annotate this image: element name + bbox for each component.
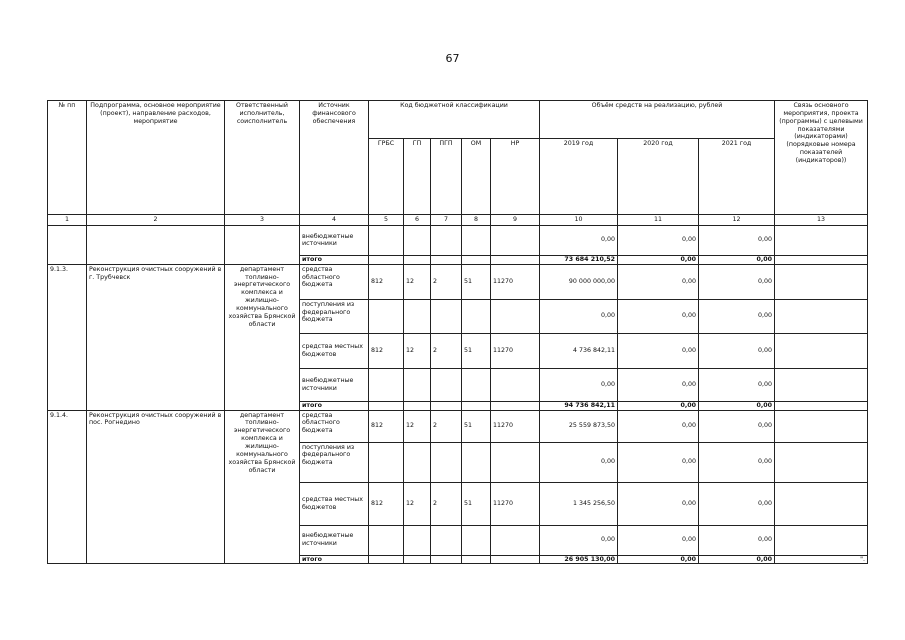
gp-cell [404, 368, 431, 401]
om-cell: 51 [462, 264, 491, 299]
nr-cell [491, 525, 540, 555]
value-2019: 0,00 [540, 225, 618, 255]
value-2020: 0,00 [618, 368, 699, 401]
cell-empty [404, 225, 431, 255]
cell-empty [775, 255, 868, 264]
total-label: итого [300, 255, 369, 264]
source-cell: средства областного бюджета [300, 410, 369, 442]
grbs-cell: 812 [369, 410, 404, 442]
col-number: 3 [225, 215, 300, 226]
nr-cell [491, 442, 540, 482]
table-row [48, 264, 868, 299]
value-2019: 0,00 [540, 442, 618, 482]
cell-empty [462, 225, 491, 255]
col-number: 6 [404, 215, 431, 226]
source-cell: внебюджетные источники [300, 225, 369, 255]
table-row [48, 410, 868, 442]
value-2020: 0,00 [618, 333, 699, 368]
item-number: 9.1.3. [48, 264, 87, 410]
gp-cell [404, 525, 431, 555]
col-number: 10 [540, 215, 618, 226]
col-number: 9 [491, 215, 540, 226]
cell-empty [462, 555, 491, 564]
source-cell: внебюджетные источники [300, 525, 369, 555]
cell-empty [87, 225, 225, 264]
header-nr: НР [491, 139, 540, 215]
col-number: 8 [462, 215, 491, 226]
value-2020: 0,00 [618, 299, 699, 333]
col-number: 4 [300, 215, 369, 226]
cell-empty [404, 255, 431, 264]
cell-empty [491, 401, 540, 410]
header-program: Подпрограмма, основное мероприятие (проект), направление расходов, мероприятие [87, 101, 225, 215]
item-number: 9.1.4. [48, 410, 87, 564]
pgp-cell: 2 [431, 410, 462, 442]
nr-cell [491, 299, 540, 333]
cell-empty [431, 255, 462, 264]
total-2020: 0,00 [618, 401, 699, 410]
cell-empty [775, 482, 868, 525]
cell-empty [775, 401, 868, 410]
col-number: 2 [87, 215, 225, 226]
col-number: 12 [699, 215, 775, 226]
item-responsible: департамент топливно-энергетического комплекса и жилищно-коммунального хозяйства Брянской области [225, 264, 300, 410]
value-2021: 0,00 [699, 264, 775, 299]
value-2019: 0,00 [540, 299, 618, 333]
cell-empty [775, 442, 868, 482]
table-row [48, 225, 868, 255]
cell-empty [775, 525, 868, 555]
header-gp: ГП [404, 139, 431, 215]
item-name: Реконструкция очистных сооружений в г. Трубчевск [87, 264, 225, 410]
cell-empty [431, 401, 462, 410]
value-2020: 0,00 [618, 525, 699, 555]
om-cell: 51 [462, 410, 491, 442]
header-source: Источник финансового обеспечения [300, 101, 369, 215]
pgp-cell [431, 299, 462, 333]
header-link: Связь основного мероприятия, проекта (программы) с целевыми показателями (индикаторами) (порядковые номера показателей (индикаторов)) [775, 101, 868, 215]
nr-cell: 11270 [491, 264, 540, 299]
cell-empty [775, 410, 868, 442]
header-2020: 2020 год [618, 139, 699, 215]
source-cell: средства областного бюджета [300, 264, 369, 299]
header-2019: 2019 год [540, 139, 618, 215]
header-grbs: ГРБС [369, 139, 404, 215]
cell-empty [369, 255, 404, 264]
cell-empty [369, 225, 404, 255]
page-number: 67 [445, 52, 460, 65]
gp-cell: 12 [404, 410, 431, 442]
om-cell [462, 368, 491, 401]
value-2019: 4 736 842,11 [540, 333, 618, 368]
value-2019: 0,00 [540, 525, 618, 555]
gp-cell: 12 [404, 264, 431, 299]
value-2021: 0,00 [699, 225, 775, 255]
value-2021: 0,00 [699, 299, 775, 333]
grbs-cell [369, 525, 404, 555]
value-2021: 0,00 [699, 410, 775, 442]
om-cell: 51 [462, 482, 491, 525]
om-cell: 51 [462, 333, 491, 368]
col-number: 11 [618, 215, 699, 226]
cell-empty [775, 225, 868, 255]
cell-empty [491, 225, 540, 255]
cell-empty [491, 555, 540, 564]
pgp-cell: 2 [431, 482, 462, 525]
header-num: № пп [48, 101, 87, 215]
cell-empty [369, 401, 404, 410]
nr-cell [491, 368, 540, 401]
header-responsible: Ответственный исполнитель, соисполнитель [225, 101, 300, 215]
header-2021: 2021 год [699, 139, 775, 215]
cell-empty [462, 401, 491, 410]
total-2020: 0,00 [618, 255, 699, 264]
total-2019: 94 736 842,11 [540, 401, 618, 410]
grbs-cell: 812 [369, 482, 404, 525]
cell-empty [431, 225, 462, 255]
value-2021: 0,00 [699, 442, 775, 482]
source-cell: внебюджетные источники [300, 368, 369, 401]
pgp-cell [431, 442, 462, 482]
item-name: Реконструкция очистных сооружений в пос. Рогнедино [87, 410, 225, 564]
pgp-cell [431, 368, 462, 401]
value-2020: 0,00 [618, 410, 699, 442]
value-2020: 0,00 [618, 442, 699, 482]
nr-cell: 11270 [491, 482, 540, 525]
header-budget-code: Код бюджетной классификации [369, 101, 540, 139]
value-2019: 1 345 256,50 [540, 482, 618, 525]
cell-empty [225, 225, 300, 264]
total-2021: 0,00 [699, 255, 775, 264]
gp-cell: 12 [404, 482, 431, 525]
col-number: 1 [48, 215, 87, 226]
grbs-cell [369, 368, 404, 401]
cell-empty [775, 333, 868, 368]
pgp-cell: 2 [431, 333, 462, 368]
pgp-cell: 2 [431, 264, 462, 299]
gp-cell [404, 442, 431, 482]
om-cell [462, 525, 491, 555]
om-cell [462, 299, 491, 333]
value-2021: 0,00 [699, 368, 775, 401]
total-2021: 0,00 [699, 555, 775, 564]
col-number: 13 [775, 215, 868, 226]
col-number: 5 [369, 215, 404, 226]
total-label: итого [300, 555, 369, 564]
source-cell: поступления из федерального бюджета [300, 442, 369, 482]
cell-empty [491, 255, 540, 264]
value-2020: 0,00 [618, 225, 699, 255]
pgp-cell [431, 525, 462, 555]
nr-cell: 11270 [491, 333, 540, 368]
value-2020: 0,00 [618, 264, 699, 299]
value-2019: 0,00 [540, 368, 618, 401]
total-2019: 26 905 130,00 [540, 555, 618, 564]
header-numbers-row [48, 215, 868, 226]
grbs-cell: 812 [369, 333, 404, 368]
source-cell: средства местных бюджетов [300, 333, 369, 368]
cell-empty [404, 555, 431, 564]
om-cell [462, 442, 491, 482]
header-pgp: ПГП [431, 139, 462, 215]
source-cell: средства местных бюджетов [300, 482, 369, 525]
total-2019: 73 684 210,52 [540, 255, 618, 264]
cell-empty [775, 264, 868, 299]
value-2020: 0,00 [618, 482, 699, 525]
cell-empty [48, 225, 87, 264]
cell-empty [775, 368, 868, 401]
end-mark: ". [775, 555, 868, 564]
cell-empty [404, 401, 431, 410]
cell-empty [431, 555, 462, 564]
header-om: ОМ [462, 139, 491, 215]
budget-table [47, 100, 868, 564]
gp-cell [404, 299, 431, 333]
total-2020: 0,00 [618, 555, 699, 564]
gp-cell: 12 [404, 333, 431, 368]
value-2021: 0,00 [699, 333, 775, 368]
source-cell: поступления из федерального бюджета [300, 299, 369, 333]
total-2021: 0,00 [699, 401, 775, 410]
col-number: 7 [431, 215, 462, 226]
header-row-main [48, 101, 868, 139]
grbs-cell [369, 299, 404, 333]
header-volume: Объём средств на реализацию, рублей [540, 101, 775, 139]
cell-empty [775, 299, 868, 333]
cell-empty [369, 555, 404, 564]
value-2019: 90 000 000,00 [540, 264, 618, 299]
value-2021: 0,00 [699, 525, 775, 555]
cell-empty [462, 255, 491, 264]
grbs-cell [369, 442, 404, 482]
item-responsible: департамент топливно-энергетического комплекса и жилищно-коммунального хозяйства Брянской области [225, 410, 300, 564]
nr-cell: 11270 [491, 410, 540, 442]
value-2021: 0,00 [699, 482, 775, 525]
value-2019: 25 559 873,50 [540, 410, 618, 442]
total-label: итого [300, 401, 369, 410]
grbs-cell: 812 [369, 264, 404, 299]
